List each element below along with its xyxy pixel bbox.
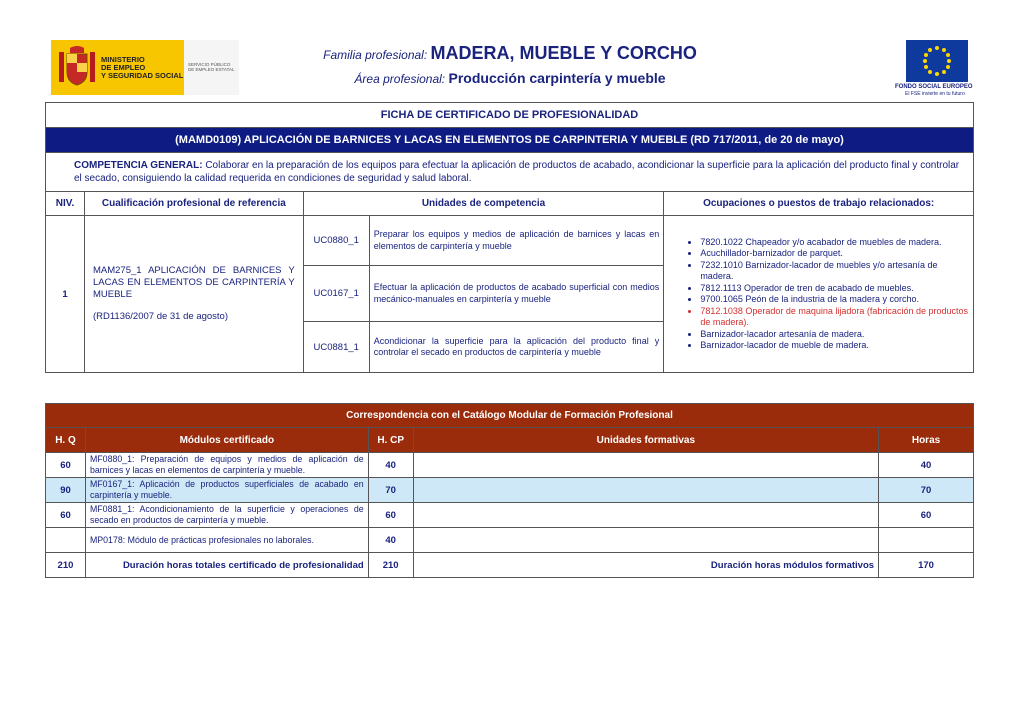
row-module: MF0880_1: Preparación de equipos y medios de aplicación de barnices y lacas en elementos de carpintería y mueble. [85, 453, 368, 478]
total-uf-label: Duración horas módulos formativos [413, 553, 878, 578]
total-hours: 170 [879, 553, 974, 578]
header-hours: Horas [879, 428, 974, 453]
level-value: 1 [46, 216, 85, 373]
eu-tagline: El FSE invierte en tu futuro [905, 91, 965, 97]
occupation-item: • Barnizador-lacador de mueble de madera. [700, 340, 969, 352]
table-row [46, 453, 974, 478]
area-value: Producción carpintería y mueble [448, 70, 666, 86]
header-units-formative: Unidades formativas [413, 428, 878, 453]
row-hq: 90 [46, 478, 86, 503]
header-niv: NIV. [46, 192, 85, 216]
header-occupations: Ocupaciones o puestos de trabajo relacionados: [664, 192, 974, 216]
service-name: SERVICIO PÚBLICO DE EMPLEO ESTATAL [188, 62, 235, 72]
correspondencia-table [45, 403, 974, 578]
correspondencia-title: Correspondencia con el Catálogo Modular de Formación Profesional [46, 404, 974, 428]
occupation-item: • 7812.1038 Operador de maquina lijadora (fabricación de productos de madera). [700, 306, 969, 329]
total-row [46, 553, 974, 578]
unit-code: UC0880_1 [303, 216, 369, 266]
row-hq [46, 528, 86, 553]
row-module: MP0178: Módulo de prácticas profesionales no laborales. [85, 528, 368, 553]
area-profesional [250, 70, 770, 86]
row-hq: 60 [46, 503, 86, 528]
row-module: MF0881_1: Acondicionamiento de la superficie y operaciones de secado en productos de carpintería y mueble. [85, 503, 368, 528]
row-hours: 60 [879, 503, 974, 528]
row-uf [413, 453, 878, 478]
row-hours [879, 528, 974, 553]
ficha-table [45, 102, 974, 373]
row-uf [413, 528, 878, 553]
row-hours: 70 [879, 478, 974, 503]
table-row [46, 528, 974, 553]
occupation-item: • 9700.1065 Peón de la industria de la madera y corcho. [700, 294, 969, 306]
table-row [46, 503, 974, 528]
row-hours: 40 [879, 453, 974, 478]
area-label: Área profesional: [354, 72, 446, 86]
total-hq: 210 [46, 553, 86, 578]
row-hq: 60 [46, 453, 86, 478]
header-qualification: Cualificación profesional de referencia [84, 192, 303, 216]
occupations-cell [664, 216, 974, 373]
eu-fund-name: FONDO SOCIAL EUROPEO [895, 84, 973, 90]
qualification-rd: (RD1136/2007 de 31 de agosto) [92, 311, 229, 322]
unit-code: UC0881_1 [303, 322, 369, 373]
row-hcp: 40 [368, 453, 413, 478]
total-hcp: 210 [368, 553, 413, 578]
ministry-name: MINISTERIO DE EMPLEO Y SEGURIDAD SOCIAL [101, 55, 184, 80]
total-label: Duración horas totales certificado de profesionalidad [85, 553, 368, 578]
competencia-general [46, 153, 974, 192]
occupation-item: • Acuchillador-barnizador de parquet. [700, 248, 969, 260]
ministry-logo [51, 40, 239, 95]
occupation-item: • 7820.1022 Chapeador y/o acabador de muebles de madera. [700, 237, 969, 249]
occupation-item: • 7232.1010 Barnizador-lacador de muebles y/o artesanía de madera. [700, 260, 969, 283]
coat-of-arms-icon [57, 46, 97, 89]
unit-description: Preparar los equipos y medios de aplicación de barnices y lacas en elementos de carpintería y mueble [369, 216, 664, 266]
table-row [46, 478, 974, 503]
header-modules: Módulos certificado [85, 428, 368, 453]
familia-value: MADERA, MUEBLE Y CORCHO [430, 43, 697, 63]
row-hcp: 60 [368, 503, 413, 528]
competencia-text: Colaborar en la preparación de los equipos para efectuar la aplicación de productos de acabado, acondicionar la superficie para la aplicación del producto final y controlar el secado, consiguiendo la calidad requerida en condiciones de seguridad y salud laboral. [74, 160, 960, 184]
certificate-title: (MAMD0109) APLICACIÓN DE BARNICES Y LACAS EN ELEMENTOS DE CARPINTERIA Y MUEBLE (RD 717/2011, de 20 de mayo) [46, 128, 974, 153]
qualification-cell [84, 216, 303, 373]
unit-description: Efectuar la aplicación de productos de acabado superficial con medios mecánico-manuales en carpintería y mueble [369, 266, 664, 322]
occupation-item: • Barnizador-lacador artesanía de madera. [700, 329, 969, 341]
qualification-name: MAM275_1 APLICACIÓN DE BARNICES Y LACAS EN ELEMENTOS DE CARPINTERÍA Y MUEBLE [92, 265, 295, 300]
row-uf [413, 503, 878, 528]
occupations-list [668, 237, 969, 352]
ficha-title: FICHA DE CERTIFICADO DE PROFESIONALIDAD [46, 103, 974, 128]
occupation-item: • 7812.1113 Operador de tren de acabado de muebles. [700, 283, 969, 295]
row-hcp: 70 [368, 478, 413, 503]
row-uf [413, 478, 878, 503]
eu-flag-icon [906, 40, 968, 82]
row-hcp: 40 [368, 528, 413, 553]
eu-stars-icon [906, 40, 968, 82]
header-units: Unidades de competencia [303, 192, 664, 216]
competencia-label: COMPETENCIA GENERAL: [74, 160, 203, 171]
unit-description: Acondicionar la superficie para la aplicación del producto final y controlar el secado en productos de carpintería y mueble [369, 322, 664, 373]
familia-label: Familia profesional: [323, 48, 428, 62]
familia-profesional [250, 43, 770, 64]
header-hcp: H. CP [368, 428, 413, 453]
row-module: MF0167_1: Aplicación de productos superficiales de acabado en carpintería y mueble. [85, 478, 368, 503]
unit-code: UC0167_1 [303, 266, 369, 322]
header-hq: H. Q [46, 428, 86, 453]
